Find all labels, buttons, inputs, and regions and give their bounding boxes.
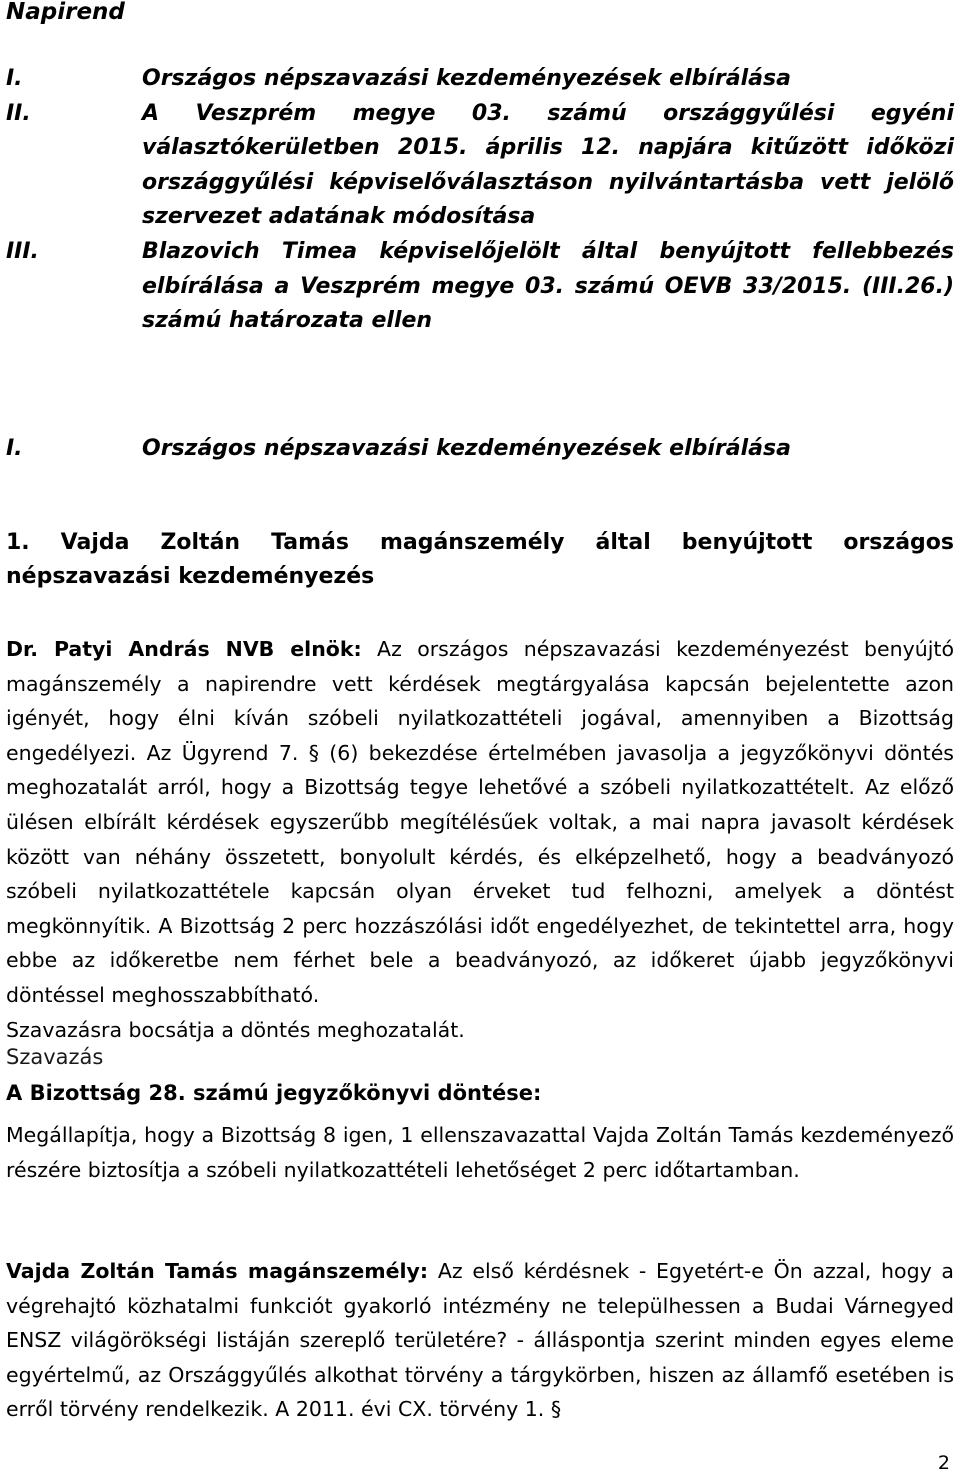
- section-heading: [6, 432, 954, 466]
- speaker-name: Dr. Patyi András NVB elnök:: [6, 637, 362, 661]
- agenda-item-1: [6, 62, 954, 97]
- agenda-item-text: Országos népszavazási kezdeményezések elbírálása: [142, 66, 791, 91]
- agenda-item-text: A Veszprém megye 03. számú országgyűlési egyéni választókerületben 2015. április 12. napjára kitűzött időközi országgyűlési képviselőválasztáson nyilvántartásba vett jelölő szervezet adatának módosítása: [142, 100, 954, 230]
- agenda-item-3: [6, 235, 954, 339]
- agenda-item-number: I.: [6, 66, 23, 91]
- agenda-item-number: III.: [6, 238, 39, 264]
- page-title: Napirend: [6, 0, 125, 25]
- section-number: I.: [6, 436, 23, 461]
- page-number: 2: [937, 1452, 950, 1474]
- agenda-item-text: Blazovich Timea képviselőjelölt által benyújtott fellebbezés elbírálása a Veszprém megye 03. számú OEVB 33/2015. (III.26.) számú határozata ellen: [142, 238, 954, 334]
- agenda-item-2: [6, 97, 954, 235]
- speaker-name: Vajda Zoltán Tamás magánszemély:: [6, 1259, 429, 1283]
- chair-statement: [6, 632, 954, 1047]
- vote-label: Szavazás: [6, 1045, 104, 1069]
- decision-text: Megállapítja, hogy a Bizottság 8 igen, 1 ellenszavazattal Vajda Zoltán Tamás kezdeményező részére biztosítja a szóbeli nyilatkozattételi lehetőséget 2 perc időtartamban.: [6, 1123, 954, 1182]
- statement-closing: Szavazásra bocsátja a döntés meghozatalát.: [6, 1017, 465, 1042]
- agenda-list: [6, 62, 954, 339]
- agenda-item-number: II.: [6, 100, 31, 126]
- statement-text: Az első kérdésnek - Egyetért-e Ön azzal, hogy a végrehajtó közhatalmi funkciót gyakorló intézmény ne települhessen a Budai Várnegyed ENSZ világörökségi listáján szereplő területére? - álláspontja szerint minden egyes eleme egyértelmű, az Országgyűlés alkothat törvény a tárgykörben, hiszen az államfő esetében is erről törvény rendelkezik. A 2011. évi CX. törvény 1. §: [6, 1259, 954, 1422]
- statement-text: Az országos népszavazási kezdeményezést benyújtó magánszemély a napirendre vett kérdések megtárgyalása kapcsán bejelentette azon igényét, hogy élni kíván szóbeli nyilatkozattételi jogával, amennyiben a Bizottság engedélyezi. Az Ügyrend 7. § (6) bekezdése értelmében javasolja a jegyzőkönyvi döntés meghozatalát arról, hogy a Bizottság tegye lehetővé a szóbeli nyilatkozattételt. Az előző ülésen elbírált kérdések egyszerűbb megítélésűek voltak, a mai napra javasolt kérdések között van néhány összetett, bonyolult kérdés, és elképzelhető, hogy a beadványozó szóbeli nyilatkozattétele kapcsán olyan érveket tud felhozni, amelyek a döntést megkönnyítik. A Bizottság 2 perc hozzászólási időt engedélyezhet, de tekintettel arra, hogy ebbe az időkeretbe nem férhet bele a beadványozó, az időkeret újabb jegyzőkönyvi döntéssel meghosszabbítható.: [6, 637, 955, 1007]
- subsection-heading: 1. Vajda Zoltán Tamás magánszemély által benyújtott országos népszavazási kezdeményezés: [6, 530, 954, 589]
- section-title: Országos népszavazási kezdeményezések elbírálása: [142, 436, 791, 461]
- decision-heading: A Bizottság 28. számú jegyzőkönyvi döntése:: [6, 1081, 542, 1105]
- petitioner-statement: [6, 1254, 954, 1427]
